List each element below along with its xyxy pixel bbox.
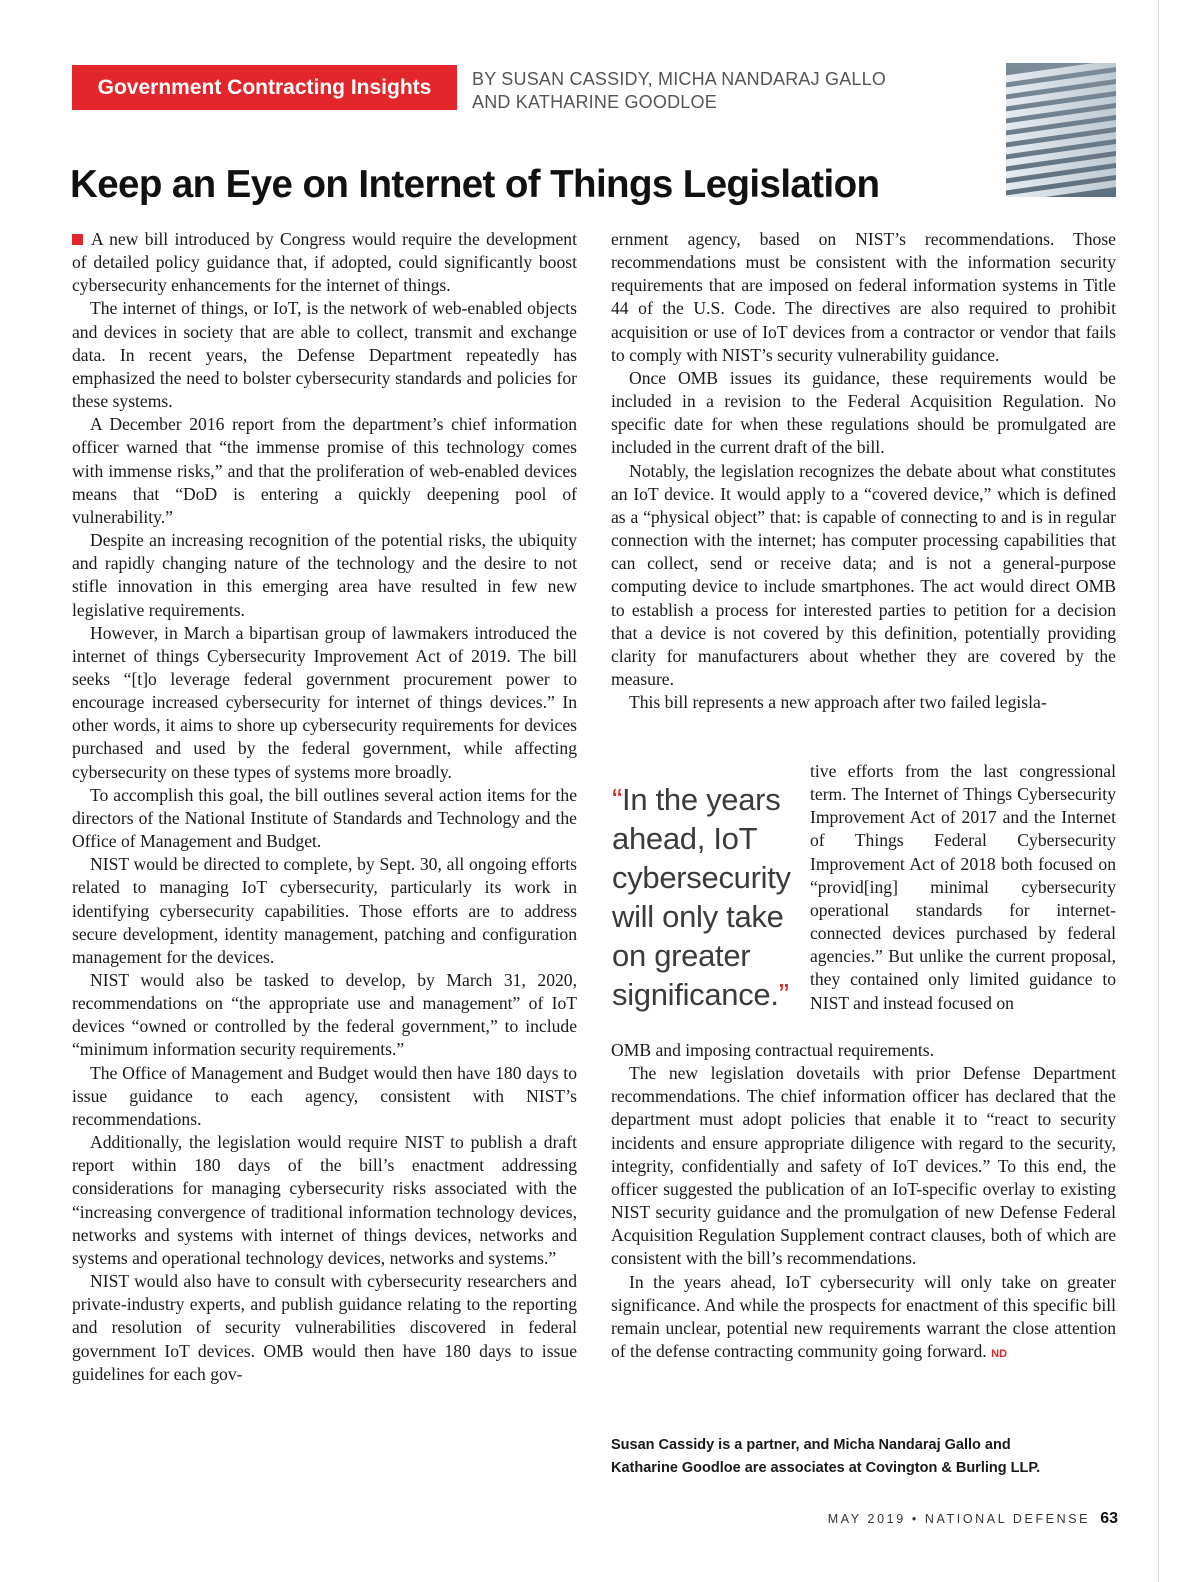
pull-quote — [612, 780, 792, 1014]
paragraph: The new legislation dovetails with prior Defense Department recommendations. The chief information officer has declared that the department must adopt policies that enable it to “react to security incidents and ensure appropriate diligence with regard to the security, integrity, confidentially and safety of IoT devices.” To this end, the officer suggested the publication of an IoT-specific overlay to existing NIST security guidance and the promulgation of new Defense Federal Acquisition Regulation Supplement contract clauses, both of which are consistent with the bill’s recommendations. — [611, 1063, 1116, 1269]
paragraph: Despite an increasing recognition of the potential risks, the ubiquity and rapidly changing nature of the technology and the desire to not stifle innovation in this emerging area have resulted in few new legislative requirements. — [72, 530, 577, 620]
headline: Keep an Eye on Internet of Things Legislation — [70, 163, 880, 206]
close-quote-mark: ” — [778, 977, 789, 1012]
paragraph: NIST would also have to consult with cybersecurity researchers and private-industry experts, and publish guidance relating to the reporting and resolution of security vulnerabilities discovered in federal government IoT devices. OMB would then have 180 days to issue guidelines for each gov- — [72, 1271, 577, 1384]
paragraph — [72, 228, 577, 297]
paper-stack-image — [1006, 63, 1116, 197]
author-bio — [611, 1434, 1081, 1480]
paragraph: However, in March a bipartisan group of lawmakers introduced the internet of things Cybersecurity Improvement Act of 2019. The bill seeks “[t]o leverage federal government procurement power to encourage increased cybersecurity for internet of things devices.” In other words, it aims to shore up cybersecurity requirements for devices purchased and used by the federal government, while affecting cybersecurity on these types of systems more broadly. — [72, 622, 577, 782]
paragraph: This bill represents a new approach after two failed legisla- — [629, 692, 1047, 713]
paragraph: The internet of things, or IoT, is the network of web-enabled objects and devices in society that are able to collect, transmit and exchange data. In recent years, the Defense Department repeatedly has emphasized the need to bolster cybersecurity standards and policies for these systems. — [72, 298, 577, 412]
pull-quote-text: In the years ahead, IoT cybersecurity will only take on greater significance. — [612, 782, 791, 1012]
paragraph: To accomplish this goal, the bill outlines several action items for the directors of the National Institute of Standards and Technology and the Office of Management and Budget. — [72, 784, 577, 852]
paragraph: Additionally, the legislation would require NIST to publish a draft report within 180 days of the bill’s enactment addressing considerations for managing cybersecurity risks associated with the “increasing convergence of traditional information technology devices, networks and systems with internet of things devices, networks and systems and operational technology devices, networks and systems.” — [72, 1132, 577, 1268]
page-footer — [828, 1510, 1118, 1528]
byline — [472, 68, 952, 114]
paragraph: Notably, the legislation recognizes the debate about what constitutes an IoT device. It would apply to a “covered device,” which is defined as a “physical object” that: is capable of connecting to and is in regular connection with the internet; has computer processing capabilities that can collect, send or receive data; and is not a general-purpose computing device to include smartphones. The act would direct OMB to establish a process for interested parties to petition for a decision that a device is not covered by this definition, potentially providing clarity for manufacturers about whether they are covered by the measure. — [611, 460, 1116, 689]
byline-line-2: AND KATHARINE GOODLOE — [472, 92, 717, 112]
article-column-left — [72, 228, 577, 1386]
issue-label: MAY 2019 • NATIONAL DEFENSE — [827, 1512, 1091, 1526]
section-badge — [72, 65, 457, 110]
closing-paragraph-text: In the years ahead, IoT cybersecurity will only take on greater significance. And while the prospects for enactment of this specific bill remain unclear, potential new requirements warrant the close attention of the defense contracting community going forward. — [611, 1271, 1116, 1362]
paragraph — [611, 1271, 1116, 1367]
paragraph: The Office of Management and Budget would then have 180 days to issue guidance to each agency, consistent with NIST’s recommendations. — [72, 1062, 577, 1129]
page-edge-rule — [1158, 0, 1159, 1582]
author-bio-line-1: Susan Cassidy is a partner, and Micha Nandaraj Gallo and — [611, 1437, 1011, 1453]
lead-paragraph-text: A new bill introduced by Congress would require the development of detailed policy guidance that, if adopted, could significantly boost cybersecurity enhancements for the internet of things. — [72, 229, 577, 296]
article-column-right-top — [611, 228, 1116, 714]
paragraph: tive efforts from the last congressional term. The Internet of Things Cybersecurity Improvement Act of 2017 and the Internet of Things Federal Cybersecurity Improvement Act of 2018 both focused on “provid[ing] minimal cybersecurity operational standards for internet-connected devices purchased by federal agencies.” But unlike the current proposal, they contained only limited guidance to NIST and instead focused on — [810, 761, 1116, 1013]
paragraph: OMB and imposing contractual requirements. — [611, 1040, 934, 1060]
red-square-icon — [72, 234, 83, 245]
end-mark: ND — [991, 1348, 1008, 1361]
author-bio-line-2: Katharine Goodloe are associates at Covington & Burling LLP. — [611, 1460, 1041, 1476]
page-number: 63 — [1100, 1510, 1118, 1527]
article-column-right-wrap — [810, 760, 1116, 1015]
open-quote-mark: “ — [612, 782, 623, 817]
paragraph: NIST would be directed to complete, by Sept. 30, all ongoing efforts related to managing IoT cybersecurity, particularly its work in identifying cybersecurity capabilities. Those efforts are to address secure development, identity management, patching and configuration management for the devices. — [72, 854, 577, 967]
paragraph: A December 2016 report from the department’s chief information officer warned that “the immense promise of this technology comes with immense risks,” and that the proliferation of web-enabled devices means that “DoD is entering a quickly deepening pool of vulnerability.” — [72, 414, 577, 527]
byline-line-1: BY SUSAN CASSIDY, MICHA NANDARAJ GALLO — [472, 69, 887, 89]
article-column-right-bottom — [611, 1039, 1116, 1366]
paragraph: NIST would also be tasked to develop, by March 31, 2020, recommendations on “the appropriate use and management” of IoT devices “owned or controlled by the federal government,” to include “minimum information security requirements.” — [72, 970, 577, 1060]
paragraph: ernment agency, based on NIST’s recommendations. Those recommendations must be consistent with the information security requirements that are imposed on federal information systems in Title 44 of the U.S. Code. The directives are also required to prohibit acquisition or use of IoT devices from a contractor or vendor that fails to comply with NIST’s security vulnerability guidance. — [611, 229, 1116, 365]
section-label: Government Contracting Insights — [97, 75, 432, 99]
paragraph: Once OMB issues its guidance, these requirements would be included in a revision to the Federal Acquisition Regulation. No specific date for when these regulations should be promulgated are included in the current draft of the bill. — [611, 367, 1116, 458]
